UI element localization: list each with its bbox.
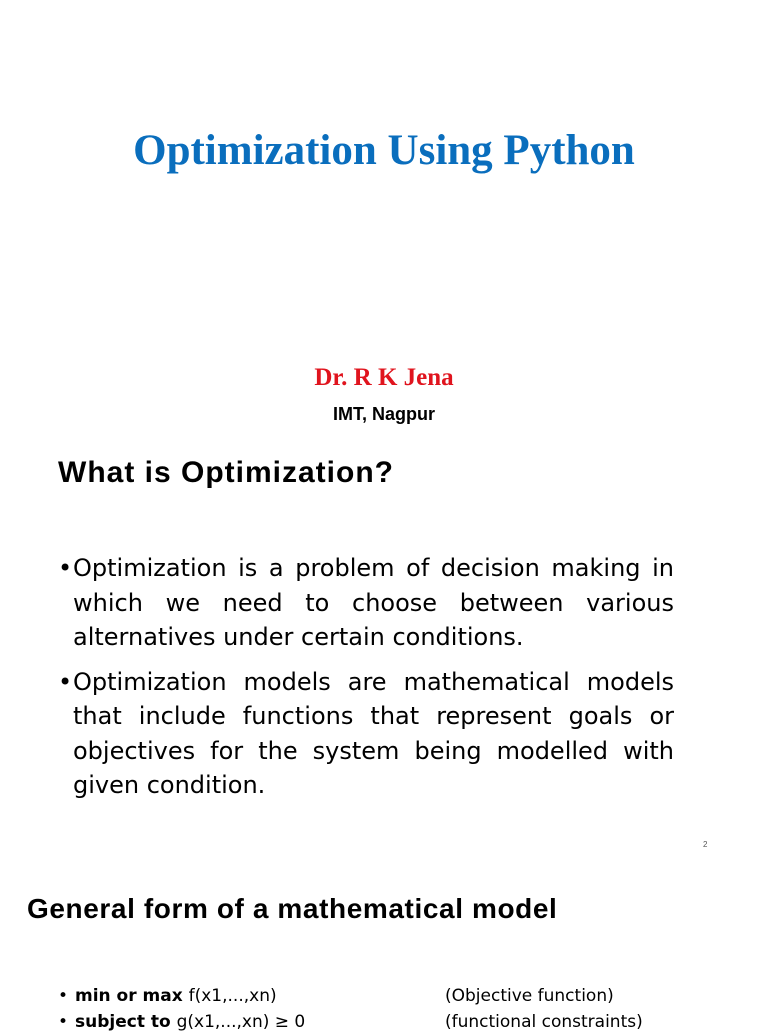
- row-keyword: min or max: [75, 986, 189, 1006]
- bullet-icon: •: [58, 986, 69, 1006]
- model-rows: [58, 984, 748, 1036]
- bullet-text: Optimization models are mathematical models that include functions that represent goals or objectives for the system being modelled with given condition.: [73, 667, 674, 799]
- author-affiliation: IMT, Nagpur: [333, 404, 435, 424]
- page-number: 2: [703, 840, 708, 849]
- bullet-item: [58, 665, 674, 803]
- bullet-icon: •: [58, 1012, 69, 1032]
- bullet-text: Optimization is a problem of decision making in which we need to choose between various alternatives under certain conditions.: [73, 554, 674, 651]
- row-note: (Objective function): [445, 986, 614, 1006]
- slide-heading: What is Optimization?: [58, 456, 394, 489]
- model-row: [58, 1010, 748, 1036]
- row-expression: g(x1,...,xn) ≥ 0: [176, 1012, 306, 1032]
- row-note: (functional constraints): [445, 1012, 643, 1032]
- bullet-icon: •: [58, 667, 73, 696]
- bullet-icon: •: [58, 554, 73, 582]
- model-row: [58, 984, 748, 1010]
- slide-heading: General form of a mathematical model: [27, 893, 558, 924]
- author-name: Dr. R K Jena: [314, 364, 454, 391]
- bullet-item: [58, 551, 674, 655]
- presentation-title: Optimization Using Python: [133, 127, 635, 174]
- row-expression: f(x1,...,xn): [188, 986, 277, 1006]
- bullet-list: [58, 551, 674, 813]
- row-keyword: subject to: [75, 1012, 177, 1032]
